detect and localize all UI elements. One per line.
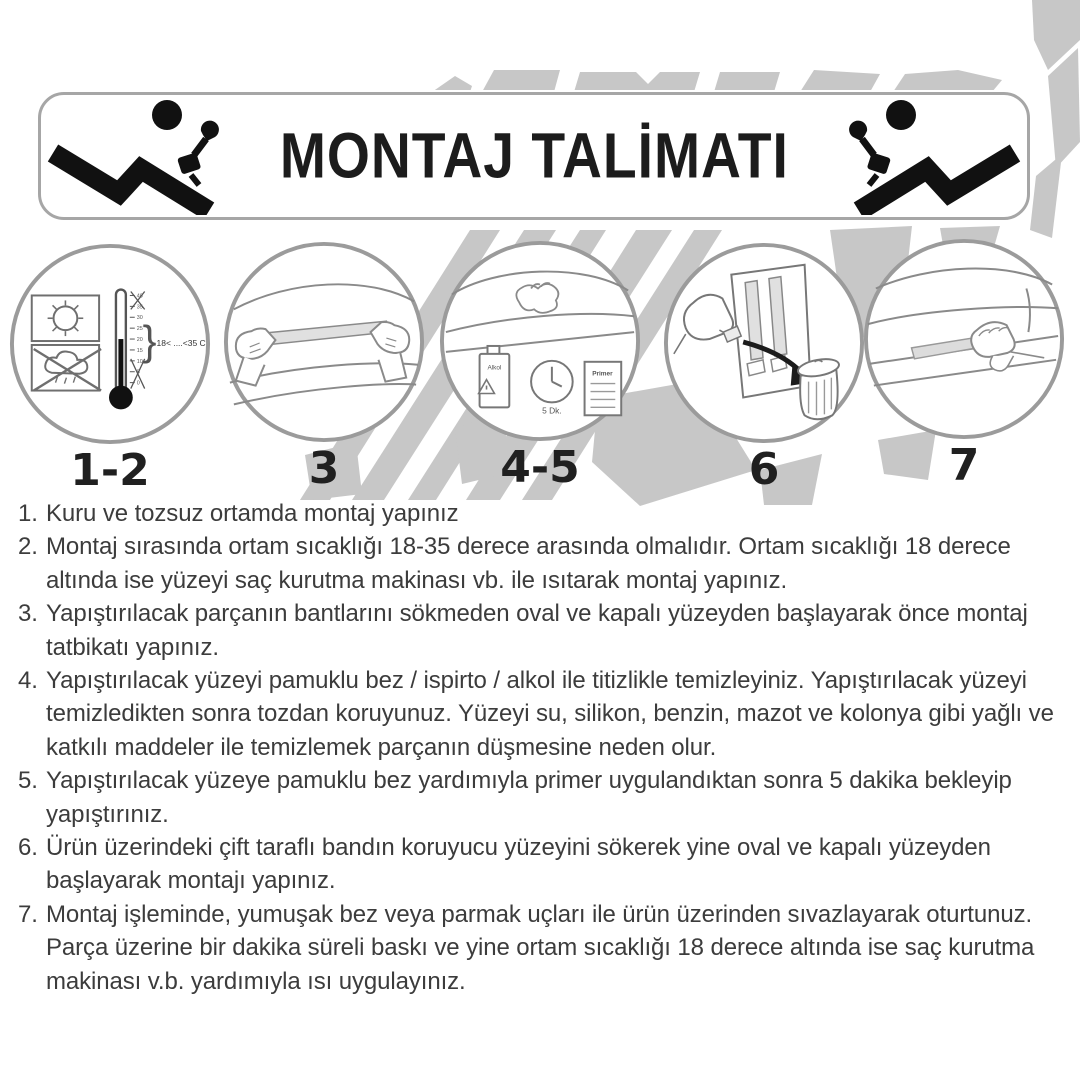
item-number: 5.	[18, 767, 38, 795]
item-text: Yapıştırılacak yüzeye pamuklu bez yardımıyla primer uygulandıktan sonra 5 dakika bekleyip yapıştırınız.	[46, 767, 1012, 828]
alcohol-label: Alkol	[487, 364, 502, 372]
temperature-range-label: 18< ....<35 C	[156, 337, 206, 348]
step-number: 4-5	[500, 442, 580, 493]
step-peel-illustration	[660, 239, 868, 447]
item-number: 3.	[18, 600, 38, 628]
page-title: MONTAJ TALİMATI	[279, 120, 789, 192]
clock-icon	[531, 361, 573, 403]
instruction-item	[18, 764, 1064, 831]
step-clean-illustration	[436, 237, 644, 445]
mechanic-logo-icon	[813, 97, 1023, 215]
step-number: 1-2	[70, 445, 150, 496]
item-number: 4.	[18, 667, 38, 695]
item-text: Kuru ve tozsuz ortamda montaj yapınız	[46, 500, 459, 527]
mechanic-logo-icon	[45, 97, 255, 215]
step-number: 6	[748, 444, 780, 495]
primer-label: Primer	[592, 370, 613, 378]
step-press-down	[860, 235, 1068, 489]
step-press-illustration	[860, 235, 1068, 443]
step-conditions-illustration	[6, 240, 214, 448]
step-dry-fit-illustration	[220, 238, 428, 446]
svg-text:10: 10	[136, 358, 143, 365]
instruction-item	[18, 530, 1064, 597]
item-text: Montaj işleminde, yumuşak bez veya parmak uçları ile ürün üzerinden sıvazlayarak oturtunuz. Parça üzerine bir dakika süreli baskı ve yine ortam sıcaklığı 18 derece altında ise saç kurutma makinası v.b. yardımıyla ısı uygulayınız.	[46, 900, 1035, 995]
item-number: 7.	[18, 900, 38, 928]
header-banner	[38, 92, 1030, 220]
item-text: Yapıştırılacak parçanın bantlarını sökmeden oval ve kapalı yüzeyden başlayarak önce montaj tatbikatı yapınız.	[46, 600, 1028, 661]
svg-text:40: 40	[136, 293, 143, 300]
item-number: 2.	[18, 533, 38, 561]
instruction-item	[18, 831, 1064, 898]
svg-text:20: 20	[136, 337, 143, 344]
step-conditions	[6, 240, 214, 494]
wait-time-label: 5 Dk.	[542, 405, 562, 416]
trash-can-icon	[797, 356, 841, 419]
svg-text:15: 15	[136, 347, 143, 354]
step-number: 7	[948, 440, 980, 491]
step-clean-primer	[436, 237, 644, 491]
item-number: 1.	[18, 500, 38, 527]
step-peel-backing	[660, 239, 868, 493]
instruction-item	[18, 597, 1064, 664]
alcohol-bottle-icon	[479, 346, 510, 407]
instruction-list	[18, 497, 1064, 998]
item-number: 6.	[18, 834, 38, 862]
svg-text:25: 25	[136, 326, 143, 333]
step-dry-fit	[220, 238, 428, 492]
item-text: Montaj sırasında ortam sıcaklığı 18-35 derece arasında olmalıdır. Ortam sıcaklığı 18 derece altında ise yüzeyi saç kurutma makinası vb. ile ısıtarak montaj yapınız.	[46, 533, 1011, 594]
instruction-item	[18, 497, 1064, 530]
svg-text:35: 35	[136, 304, 143, 311]
item-text: Yapıştırılacak yüzeyi pamuklu bez / ispirto / alkol ile titizlikle temizleyiniz. Yapıştırılacak yüzeyi temizledikten sonra tozdan koruyunuz. Yüzeyi su, silikon, benzin, mazot ve kolonya gibi yağlı ve katkılı maddeler ile temizlemek parçanın düşmesine neden olur.	[46, 667, 1054, 761]
instruction-item	[18, 898, 1064, 998]
instruction-item	[18, 664, 1064, 764]
svg-text:30: 30	[136, 315, 143, 322]
wiping-hand-icon	[516, 283, 558, 313]
svg-text:0: 0	[136, 380, 140, 387]
brace-glyph: }	[142, 316, 157, 364]
step-number: 3	[308, 443, 340, 494]
item-text: Ürün üzerindeki çift taraflı bandın koruyucu yüzeyini sökerek yine oval ve kapalı yüzeyden başlayarak montajı yapınız.	[46, 834, 991, 895]
